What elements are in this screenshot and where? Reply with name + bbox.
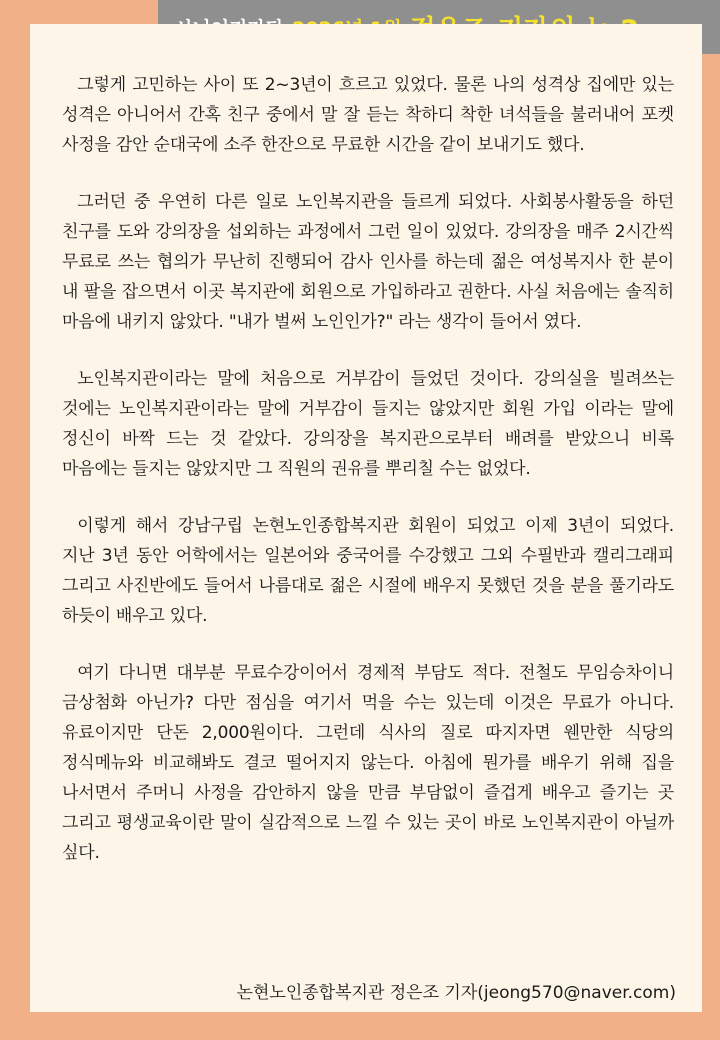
paragraph-4: 이렇게 해서 강남구립 논현노인종합복지관 회원이 되었고 이제 3년이 되었다. 지난 3년 동안 어학에서는 일본어와 중국어를 수강했고 그외 수필반과 캘리그래피 그리고 사진반에도 들어서 나름대로 젊은 시절에 배우지 못했던 것을 분을 풀기라도 하듯이 배우고 있다. [62,516,674,626]
paragraph-5: 여기 다니면 대부분 무료수강이어서 경제적 부담도 적다. 전철도 무임승차이니 금상첨화 아닌가? 다만 점심을 여기서 먹을 수는 있는데 이것은 무료가 아니다. 유료이지만 단돈 2,000원이다. 그런데 식사의 질로 따지자면 웬만한 식당의 정식메뉴와 비교해봐도 결코 떨어지지 않는다. 아침에 뭔가를 배우기 위해 집을 나서면서 주머니 사정을 감안하지 않을 만큼 부담없이 즐겁게 배우고 즐기는 곳 그리고 평생교육이란 말이 실감적으로 느낄 수 있는 곳이 바로 노인복지관이 아닐까 싶다. [62,663,674,863]
article-body [62,70,674,895]
paragraph-3: 노인복지관이라는 말에 처음으로 거부감이 들었던 것이다. 강의실을 빌려쓰는 것에는 노인복지관이라는 말에 거부감이 들지는 않았지만 회원 가입 이라는 말에 정신이 바짝 드는 것 같았다. 강의장을 복지관으로부터 배려를 받았으니 비록 마음에는 들지는 않았지만 그 직원의 권유를 뿌리칠 수는 없었다. [62,369,674,479]
paragraph-2: 그러던 중 우연히 다른 일로 노인복지관을 들르게 되었다. 사회봉사활동을 하던 친구를 도와 강의장을 섭외하는 과정에서 그런 일이 있었다. 강의장을 매주 2시간씩 무료로 쓰는 협의가 무난히 진행되어 감사 인사를 하는데 젊은 여성복지사 한 분이 내 팔을 잡으면서 이곳 복지관에 회원으로 가입하라고 권한다. 사실 처음에는 솔직히 마음에 내키지 않았다. "내가 벌써 노인인가?" 라는 생각이 들어서 였다. [62,192,674,332]
paragraph-1: 그렇게 고민하는 사이 또 2~3년이 흐르고 있었다. 물론 나의 성격상 집에만 있는 성격은 아니어서 간혹 친구 중에서 말 잘 듣는 착하디 착한 녀석들을 불러내어 포켓 사정을 감안 순대국에 소주 한잔으로 무료한 시간을 같이 보내기도 했다. [62,75,674,155]
article-card [30,24,702,1012]
author-byline: 논현노인종합복지관 정은조 기자(jeong570@naver.com) [236,983,676,1003]
